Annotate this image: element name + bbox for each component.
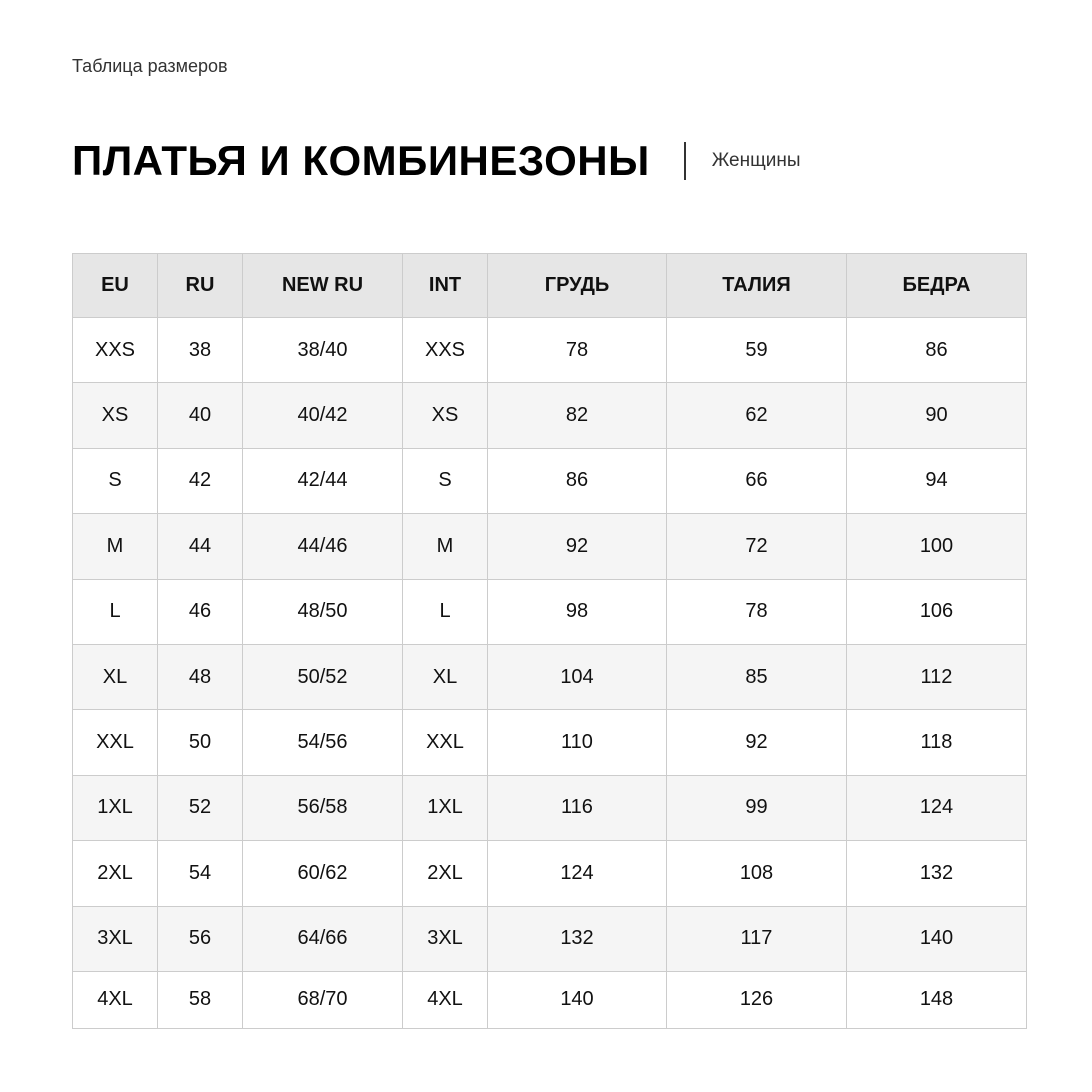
cell-new-ru: 64/66 — [243, 906, 403, 971]
heading-row — [72, 136, 801, 186]
cell-int: XXS — [403, 318, 488, 383]
cell-hips: 132 — [847, 841, 1027, 906]
cell-new-ru: 40/42 — [243, 383, 403, 448]
cell-eu: 1XL — [73, 775, 158, 840]
column-header-int: INT — [403, 254, 488, 318]
cell-hips: 140 — [847, 906, 1027, 971]
cell-new-ru: 56/58 — [243, 775, 403, 840]
cell-ru: 48 — [158, 644, 243, 709]
cell-eu: 3XL — [73, 906, 158, 971]
category-label: Женщины — [711, 150, 801, 171]
column-header-new-ru: NEW RU — [243, 254, 403, 318]
table-row — [73, 710, 1027, 775]
table-row — [73, 383, 1027, 448]
cell-int: 4XL — [403, 971, 488, 1028]
cell-ru: 58 — [158, 971, 243, 1028]
table-row — [73, 318, 1027, 383]
cell-ru: 38 — [158, 318, 243, 383]
cell-waist: 78 — [667, 579, 847, 644]
cell-ru: 42 — [158, 448, 243, 513]
page-title: ПЛАТЬЯ И КОМБИНЕЗОНЫ — [72, 137, 650, 184]
cell-waist: 108 — [667, 841, 847, 906]
cell-waist: 72 — [667, 514, 847, 579]
cell-new-ru: 48/50 — [243, 579, 403, 644]
column-header-waist: ТАЛИЯ — [667, 254, 847, 318]
cell-int: L — [403, 579, 488, 644]
cell-hips: 112 — [847, 644, 1027, 709]
table-row — [73, 579, 1027, 644]
cell-eu: XXL — [73, 710, 158, 775]
cell-ru: 52 — [158, 775, 243, 840]
cell-new-ru: 42/44 — [243, 448, 403, 513]
cell-hips: 94 — [847, 448, 1027, 513]
cell-chest: 98 — [488, 579, 667, 644]
table-row — [73, 971, 1027, 1028]
table-row — [73, 841, 1027, 906]
cell-int: XS — [403, 383, 488, 448]
table-row — [73, 514, 1027, 579]
page-subtitle: Таблица размеров — [72, 56, 228, 76]
cell-eu: S — [73, 448, 158, 513]
cell-waist: 126 — [667, 971, 847, 1028]
cell-chest: 78 — [488, 318, 667, 383]
cell-chest: 86 — [488, 448, 667, 513]
title-divider — [684, 142, 686, 180]
cell-new-ru: 60/62 — [243, 841, 403, 906]
cell-waist: 66 — [667, 448, 847, 513]
cell-int: S — [403, 448, 488, 513]
cell-new-ru: 50/52 — [243, 644, 403, 709]
table-row — [73, 644, 1027, 709]
cell-ru: 50 — [158, 710, 243, 775]
column-header-eu: EU — [73, 254, 158, 318]
cell-int: 2XL — [403, 841, 488, 906]
cell-hips: 124 — [847, 775, 1027, 840]
cell-chest: 132 — [488, 906, 667, 971]
cell-int: 1XL — [403, 775, 488, 840]
cell-waist: 59 — [667, 318, 847, 383]
cell-hips: 106 — [847, 579, 1027, 644]
cell-ru: 56 — [158, 906, 243, 971]
cell-eu: XS — [73, 383, 158, 448]
cell-int: 3XL — [403, 906, 488, 971]
column-header-hips: БЕДРА — [847, 254, 1027, 318]
cell-eu: L — [73, 579, 158, 644]
cell-ru: 46 — [158, 579, 243, 644]
cell-chest: 82 — [488, 383, 667, 448]
cell-chest: 104 — [488, 644, 667, 709]
cell-int: M — [403, 514, 488, 579]
size-table — [72, 253, 1027, 1029]
cell-ru: 40 — [158, 383, 243, 448]
table-body — [73, 318, 1027, 1029]
cell-eu: 2XL — [73, 841, 158, 906]
table-row — [73, 775, 1027, 840]
cell-hips: 148 — [847, 971, 1027, 1028]
cell-hips: 86 — [847, 318, 1027, 383]
cell-eu: M — [73, 514, 158, 579]
cell-chest: 140 — [488, 971, 667, 1028]
cell-new-ru: 54/56 — [243, 710, 403, 775]
cell-eu: 4XL — [73, 971, 158, 1028]
cell-chest: 110 — [488, 710, 667, 775]
cell-eu: XXS — [73, 318, 158, 383]
table-header — [73, 254, 1027, 318]
cell-eu: XL — [73, 644, 158, 709]
cell-int: XL — [403, 644, 488, 709]
cell-new-ru: 38/40 — [243, 318, 403, 383]
cell-int: XXL — [403, 710, 488, 775]
cell-waist: 62 — [667, 383, 847, 448]
cell-waist: 117 — [667, 906, 847, 971]
cell-waist: 99 — [667, 775, 847, 840]
column-header-chest: ГРУДЬ — [488, 254, 667, 318]
table-row — [73, 906, 1027, 971]
column-header-ru: RU — [158, 254, 243, 318]
cell-ru: 54 — [158, 841, 243, 906]
table-row — [73, 448, 1027, 513]
cell-waist: 85 — [667, 644, 847, 709]
header-row — [73, 254, 1027, 318]
cell-new-ru: 44/46 — [243, 514, 403, 579]
cell-chest: 116 — [488, 775, 667, 840]
cell-hips: 118 — [847, 710, 1027, 775]
cell-chest: 124 — [488, 841, 667, 906]
cell-hips: 90 — [847, 383, 1027, 448]
cell-ru: 44 — [158, 514, 243, 579]
cell-hips: 100 — [847, 514, 1027, 579]
cell-chest: 92 — [488, 514, 667, 579]
cell-waist: 92 — [667, 710, 847, 775]
cell-new-ru: 68/70 — [243, 971, 403, 1028]
